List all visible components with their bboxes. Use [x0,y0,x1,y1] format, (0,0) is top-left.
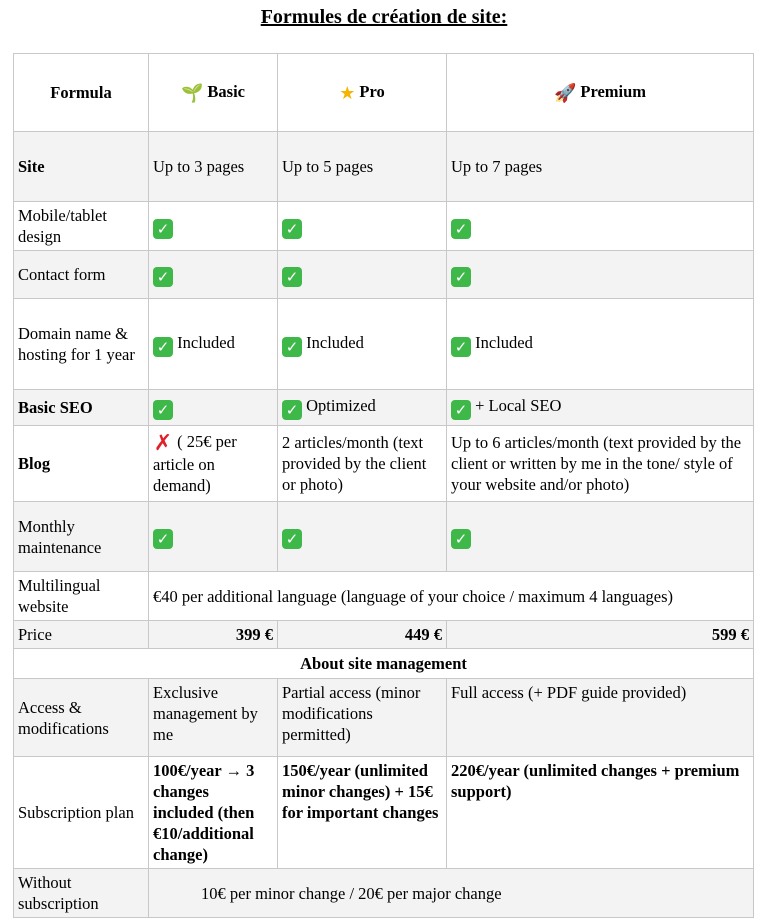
management-heading: About site management [14,649,754,679]
check-icon: ✓ [153,529,173,549]
cell-without: 10€ per minor change / 20€ per major change [149,869,754,918]
cell-mobile-pro [278,202,447,251]
cell-maintenance-premium [447,502,754,572]
cell-seo-basic [149,390,278,426]
cell-seo-premium: ✓ + Local SEO [447,390,754,426]
row-label-access: Access & modifications [14,679,149,757]
row-label-blog: Blog [14,426,149,502]
table-row-site [14,132,754,202]
row-label-seo: Basic SEO [14,390,149,426]
table-row-subscription [14,757,754,869]
header-basic: 🌱 Basic [149,54,278,132]
cell-domain-basic: ✓ Included [149,299,278,390]
price-pro: 449 € [278,621,447,649]
cell-maintenance-basic [149,502,278,572]
cell-access-pro: Partial access (minor modifications permitted) [278,679,447,757]
table-header-row [14,54,754,132]
cell-contact-premium [447,251,754,299]
cell-contact-basic [149,251,278,299]
row-label-contact: Contact form [14,251,149,299]
check-icon: ✓ [451,337,471,357]
cell-site-pro: Up to 5 pages [278,132,447,202]
row-label-mobile: Mobile/tablet design [14,202,149,251]
check-icon: ✓ [451,400,471,420]
page-title: Formules de création de site: [260,6,508,28]
cell-access-premium: Full access (+ PDF guide provided) [447,679,754,757]
cell-domain-premium: ✓ Included [447,299,754,390]
cell-domain-pro: ✓ Included [278,299,447,390]
table-row-domain [14,299,754,390]
cell-maintenance-pro [278,502,447,572]
pricing-table [13,53,754,918]
cell-subscription-premium: 220€/year (unlimited changes + premium support) [447,757,754,869]
cell-multilingual: €40 per additional language (language of your choice / maximum 4 languages) [149,572,754,621]
cell-blog-pro: 2 articles/month (text provided by the client or photo) [278,426,447,502]
rocket-icon: 🚀 [553,83,577,104]
check-icon: ✓ [153,400,173,420]
cell-subscription-pro: 150€/year (unlimited minor changes) + 15€ for important changes [278,757,447,869]
check-icon: ✓ [282,529,302,549]
cell-seo-pro: ✓ Optimized [278,390,447,426]
cell-mobile-basic [149,202,278,251]
table-row-maintenance [14,502,754,572]
header-pro: ★ Pro [278,54,447,132]
table-row-management-heading [14,649,754,679]
table-row-seo [14,390,754,426]
cell-contact-pro [278,251,447,299]
row-label-subscription: Subscription plan [14,757,149,869]
table-row-contact [14,251,754,299]
row-label-site: Site [14,132,149,202]
row-label-domain: Domain name & hosting for 1 year [14,299,149,390]
check-icon: ✓ [282,219,302,239]
table-row-price [14,621,754,649]
price-basic: 399 € [149,621,278,649]
row-label-price: Price [14,621,149,649]
row-label-without: Without subscription [14,869,149,918]
table-row-blog [14,426,754,502]
table-row-multilingual [14,572,754,621]
check-icon: ✓ [451,219,471,239]
star-icon: ★ [339,83,356,104]
cell-blog-basic: ✗ ( 25€ per article on demand) [149,426,278,502]
check-icon: ✓ [153,337,173,357]
header-premium: 🚀 Premium [447,54,754,132]
check-icon: ✓ [282,337,302,357]
row-label-maintenance: Monthly maintenance [14,502,149,572]
table-row-mobile [14,202,754,251]
cell-mobile-premium [447,202,754,251]
price-premium: 599 € [447,621,754,649]
cell-blog-premium: Up to 6 articles/month (text provided by the client or written by me in the tone/ style of your website and/or photo) [447,426,754,502]
cell-site-premium: Up to 7 pages [447,132,754,202]
seedling-icon: 🌱 [180,83,204,104]
check-icon: ✓ [153,219,173,239]
check-icon: ✓ [282,267,302,287]
check-icon: ✓ [282,400,302,420]
check-icon: ✓ [451,267,471,287]
cross-icon: ✗ [153,431,173,456]
check-icon: ✓ [153,267,173,287]
check-icon: ✓ [451,529,471,549]
row-label-multilingual: Multilingual website [14,572,149,621]
table-row-access [14,679,754,757]
cell-access-basic: Exclusive management by me [149,679,278,757]
header-formula: Formula [14,54,149,132]
cell-site-basic: Up to 3 pages [149,132,278,202]
table-row-without [14,869,754,918]
cell-subscription-basic: 100€/year → 3 changes included (then €10/additional change) [149,757,278,869]
